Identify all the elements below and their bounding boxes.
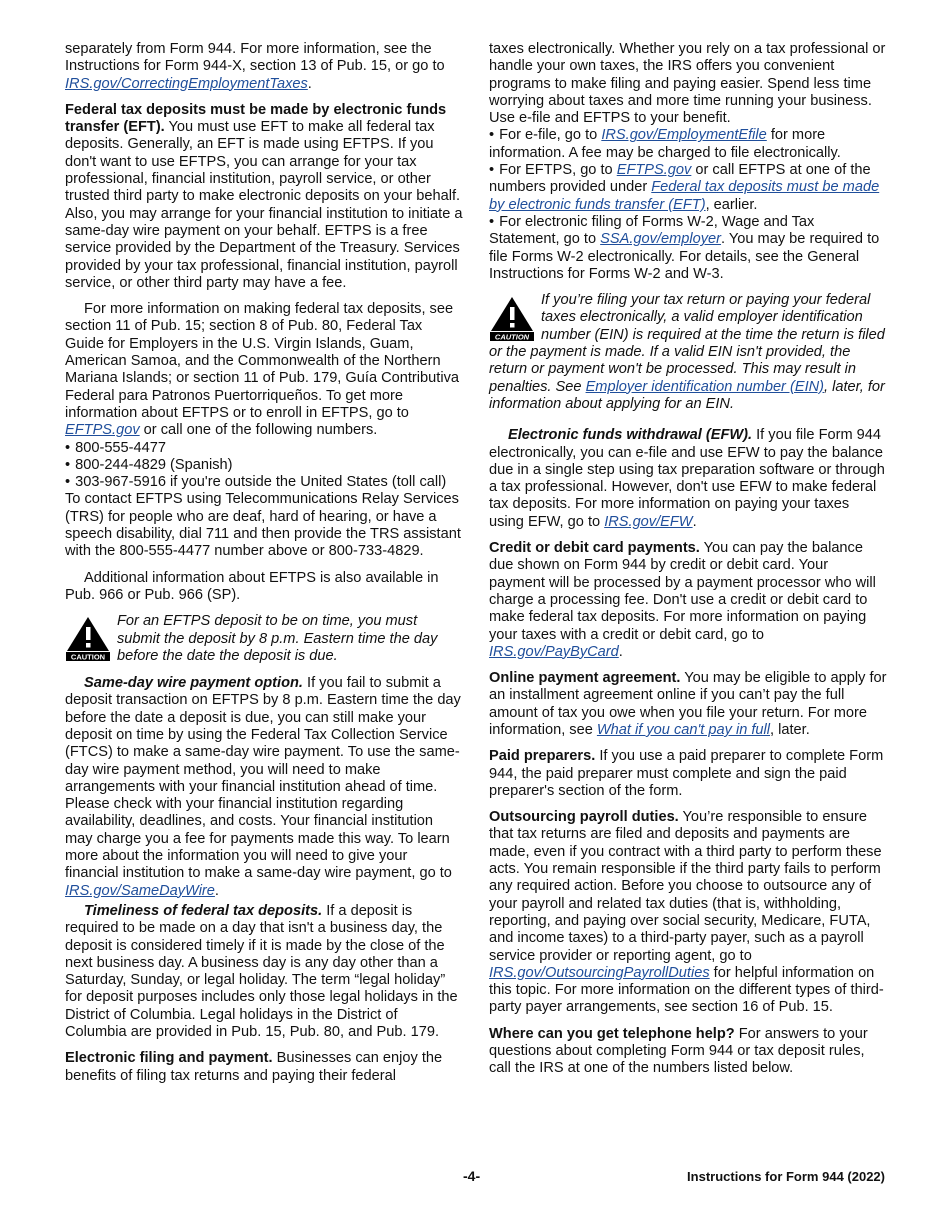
electronic-filing-heading: Electronic filing and payment.	[65, 1050, 273, 1067]
svg-text:CAUTION: CAUTION	[494, 332, 530, 342]
electronic-filing-continued: taxes electronically. Whether you rely on a tax professional or handle your own taxes, the IRS offers you convenient programs to make filing and paying easier. Spend less time worrying about taxes and more time running your business. Use e-file and EFTPS to your benefit.	[489, 41, 886, 127]
card-payments-heading: Credit or debit card payments.	[489, 540, 700, 557]
caution-text: For an EFTPS deposit to be on time, you must submit the deposit by 8 p.m. Eastern time the day before the date the deposit is due.	[117, 613, 438, 664]
eftps-link[interactable]: EFTPS.gov	[616, 162, 692, 179]
w2-bullet: • For electronic filing of Forms W-2, Wage and Tax Statement, go to SSA.gov/employer. You may be required to file Forms W-2 electronically. For details, see the General Instructions for Forms W-2 and W-3.	[489, 214, 887, 283]
online-agreement-heading: Online payment agreement.	[489, 670, 681, 687]
timeliness-heading: Timeliness of federal tax deposits.	[84, 902, 323, 919]
electronic-filing-paragraph: Electronic filing and payment. Businesses can enjoy the benefits of filing tax returns and paying their federal	[65, 1050, 443, 1084]
phone-item: • 800-555-4477	[65, 440, 463, 457]
outsourcing-link[interactable]: IRS.gov/OutsourcingPayrollDuties	[489, 964, 710, 981]
right-column	[489, 41, 887, 1087]
paid-preparers-paragraph: Paid preparers. If you use a paid preparer to complete Form 944, the paid preparer must complete and sign the paid preparer's section of the form.	[489, 748, 884, 799]
timeliness-paragraph: Timeliness of federal tax deposits. If a deposit is required to be made on a day that isn't a business day, the deposit is considered timely if it is made by the close of the next business day. A business day is any day other than a Saturday, Sunday, or legal holiday. The term “legal holiday” for deposit purposes includes only those legal holidays in the District of Columbia. Legal holidays in the District of Columbia are provided in Pub. 15, Pub. 80, and Pub. 179.	[65, 902, 458, 1041]
caution-icon	[65, 615, 111, 661]
svg-text:CAUTION: CAUTION	[70, 652, 106, 662]
intro-paragraph: separately from Form 944. For more information, see the Instructions for Form 944-X, section 13 of Pub. 15, or go to IRS.gov/CorrectingEmploymentTaxes.	[65, 41, 445, 92]
more-info-paragraph: For more information on making federal tax deposits, see section 11 of Pub. 15; section 8 of Pub. 80, Federal Tax Guide for Employers in the U.S. Virgin Islands, Guam, American Samoa, and the Commonwealth of the Northern Mariana Islands; or section 11 of Pub. 179, Guía Contributiva Federal para Patronos Puertorriqueños. To get more information about EFTPS or to enroll in EFTPS, go to EFTPS.gov or call one of the following numbers.	[65, 301, 459, 439]
eft-heading: Federal tax deposits must be made by electronic funds transfer (EFT).	[65, 101, 447, 136]
caution-box	[65, 613, 463, 665]
ein-link[interactable]: Employer identification number (EIN)	[585, 378, 825, 395]
same-day-wire-paragraph: Same-day wire payment option. If you fail to submit a deposit transaction on EFTPS by 8 p.m. Eastern time the day before the date a deposit is due, you can still make your deposit on time by using the Federal Tax Collection Service (FTCS) to make a same-day wire payment. To use the same-day wire payment method, you will need to make arrangements with your financial institution ahead of time. Please check with your financial institution regarding availability, deadlines, and costs. Your financial institution may charge you a fee for payments made this way. To learn more about the information you will need to give your financial institution to make a same-day wire payment, go to IRS.gov/SameDayWire.	[65, 675, 461, 899]
telephone-help-heading: Where can you get telephone help?	[489, 1025, 735, 1042]
document-title: Instructions for Form 944 (2022)	[687, 1169, 885, 1184]
eft-section-link[interactable]: Federal tax deposits must be made by electronic funds transfer (EFT)	[489, 179, 880, 213]
caution-icon	[489, 295, 535, 341]
paid-preparers-heading: Paid preparers.	[489, 748, 596, 765]
eft-paragraph: Federal tax deposits must be made by electronic funds transfer (EFT). You must use EFT to make all federal tax deposits. Generally, an EFT is made using EFTPS. If you don't want to use EFTPS, you can arrange for your tax professional, financial institution, payroll service, or other trusted third party to make electronic deposits on your behalf. Also, you may arrange for your financial institution to initiate a same-day wire payment on your behalf. EFTPS is a free service provided by the Department of the Treasury. Services provided by your tax professional, financial institution, payroll service, or other third party may have a fee.	[65, 101, 463, 291]
outsourcing-paragraph: Outsourcing payroll duties. You’re responsible to ensure that tax returns are filed and deposits and payments are made, even if you contract with a third party to perform these acts. You remain responsible if the third party fails to perform any required action. Before you choose to outsource any of your payroll and related tax duties (that is, withholding, reporting, and paying over social security, Medicare, FUTA, and income taxes) to a third-party payer, such as a payroll service provider or reporting agent, go to IRS.gov/OutsourcingPayrollDuties for helpful information on this topic. For more information on the different types of third-party payer arrangements, see section 16 of Pub. 15.	[489, 809, 884, 1016]
telephone-help-paragraph: Where can you get telephone help? For answers to your questions about completing Form 944 or tax deposit rules, call the IRS at one of the numbers listed below.	[489, 1025, 868, 1077]
irs-efw-link[interactable]: IRS.gov/EFW	[604, 513, 693, 530]
pay-by-card-link[interactable]: IRS.gov/PayByCard	[489, 643, 619, 660]
left-column	[65, 41, 463, 1094]
page-number: -4-	[463, 1168, 481, 1184]
outsourcing-heading: Outsourcing payroll duties.	[489, 809, 679, 826]
efw-heading: Electronic funds withdrawal (EFW).	[508, 427, 753, 444]
employment-efile-link[interactable]: IRS.gov/EmploymentEfile	[601, 127, 767, 144]
additional-info-paragraph: Additional information about EFTPS is also available in Pub. 966 or Pub. 966 (SP).	[65, 569, 439, 603]
same-day-wire-link[interactable]: IRS.gov/SameDayWire	[65, 882, 215, 899]
efw-paragraph: Electronic funds withdrawal (EFW). If you file Form 944 electronically, you can e-file and use EFW to pay the balance due in a single step using tax preparation software or through a tax professional. However, don't use EFW to make federal tax deposits. For more information on paying your taxes using EFW, go to IRS.gov/EFW.	[489, 427, 885, 530]
eftps-link[interactable]: EFTPS.gov	[65, 422, 140, 439]
trs-paragraph: To contact EFTPS using Telecommunications Relay Services (TRS) for people who are deaf, hard of hearing, or have a speech disability, dial 711 and then provide the TRS assistant with the 800-555-4477 number above or 800-733-4829.	[65, 491, 461, 560]
ein-caution-box: CAUTION If you’re filing your tax return or paying your federal taxes electronically, a valid employer identification number (EIN) is required at the time the return is filed or the payment is made. If a valid EIN isn't provided, the return or payment won't be processed. This may result in penalties. See Employer identification number (EIN), later, for information about applying for an EIN.	[489, 292, 885, 412]
ssa-employer-link[interactable]: SSA.gov/employer	[600, 231, 722, 248]
same-day-wire-heading: Same-day wire payment option.	[84, 675, 303, 692]
card-payments-paragraph: Credit or debit card payments. You can pay the balance due shown on Form 944 by credit or debit card. Your payment will be processed by a payment processor who will charge a processing fee. Don't use a credit or debit card to make federal tax deposits. For more information on paying your taxes with a credit or debit card, go to IRS.gov/PayByCard.	[489, 540, 876, 660]
online-agreement-paragraph: Online payment agreement. You may be eligible to apply for an installment agreement online if you can’t pay the full amount of tax you owe when you file your return. For more information, see What if you can't pay in full, later.	[489, 670, 887, 738]
correcting-employment-taxes-link[interactable]: IRS.gov/CorrectingEmploymentTaxes	[65, 75, 308, 92]
phone-item: • 303-967-5916 if you're outside the United States (toll call)	[65, 474, 463, 491]
cant-pay-in-full-link[interactable]: What if you can't pay in full	[596, 721, 771, 738]
efile-bullet: • For e-file, go to IRS.gov/EmploymentEfile for more information. A fee may be charged to file electronically.	[489, 127, 887, 162]
phone-item: • 800-244-4829 (Spanish)	[65, 457, 463, 474]
eftps-bullet: • For EFTPS, go to EFTPS.gov or call EFTPS at one of the numbers provided under Federal tax deposits must be made by electronic funds transfer (EFT), earlier.	[489, 162, 887, 214]
